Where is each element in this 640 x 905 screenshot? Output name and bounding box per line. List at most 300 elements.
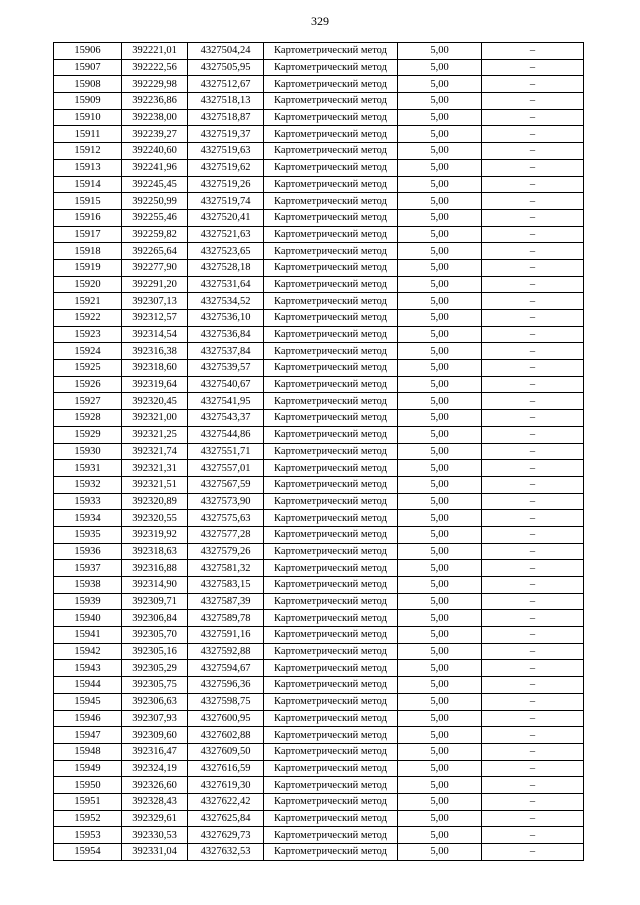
y-coordinate-cell: 4327519,26 bbox=[188, 176, 264, 193]
precision-cell: 5,00 bbox=[398, 810, 482, 827]
y-coordinate-cell: 4327616,59 bbox=[188, 760, 264, 777]
point-number-cell: 15928 bbox=[54, 410, 122, 427]
x-coordinate-cell: 392239,27 bbox=[122, 126, 188, 143]
precision-cell: 5,00 bbox=[398, 593, 482, 610]
x-coordinate-cell: 392309,71 bbox=[122, 593, 188, 610]
method-cell: Картометрический метод bbox=[264, 810, 398, 827]
y-coordinate-cell: 4327551,71 bbox=[188, 443, 264, 460]
precision-cell: 5,00 bbox=[398, 627, 482, 644]
table-row bbox=[54, 243, 584, 260]
precision-cell: 5,00 bbox=[398, 577, 482, 594]
method-cell: Картометрический метод bbox=[264, 376, 398, 393]
description-cell: – bbox=[482, 360, 584, 377]
method-cell: Картометрический метод bbox=[264, 393, 398, 410]
description-cell: – bbox=[482, 810, 584, 827]
precision-cell: 5,00 bbox=[398, 693, 482, 710]
method-cell: Картометрический метод bbox=[264, 827, 398, 844]
method-cell: Картометрический метод bbox=[264, 493, 398, 510]
table-row bbox=[54, 259, 584, 276]
method-cell: Картометрический метод bbox=[264, 93, 398, 110]
x-coordinate-cell: 392318,63 bbox=[122, 543, 188, 560]
y-coordinate-cell: 4327512,67 bbox=[188, 76, 264, 93]
table-row bbox=[54, 844, 584, 861]
y-coordinate-cell: 4327523,65 bbox=[188, 243, 264, 260]
description-cell: – bbox=[482, 126, 584, 143]
point-number-cell: 15913 bbox=[54, 159, 122, 176]
table-row bbox=[54, 627, 584, 644]
y-coordinate-cell: 4327519,37 bbox=[188, 126, 264, 143]
method-cell: Картометрический метод bbox=[264, 43, 398, 60]
precision-cell: 5,00 bbox=[398, 777, 482, 794]
point-number-cell: 15908 bbox=[54, 76, 122, 93]
point-number-cell: 15925 bbox=[54, 360, 122, 377]
point-number-cell: 15922 bbox=[54, 310, 122, 327]
point-number-cell: 15923 bbox=[54, 326, 122, 343]
point-number-cell: 15949 bbox=[54, 760, 122, 777]
method-cell: Картометрический метод bbox=[264, 476, 398, 493]
method-cell: Картометрический метод bbox=[264, 760, 398, 777]
precision-cell: 5,00 bbox=[398, 844, 482, 861]
table-row bbox=[54, 159, 584, 176]
y-coordinate-cell: 4327587,39 bbox=[188, 593, 264, 610]
method-cell: Картометрический метод bbox=[264, 526, 398, 543]
description-cell: – bbox=[482, 710, 584, 727]
table-row bbox=[54, 426, 584, 443]
x-coordinate-cell: 392320,45 bbox=[122, 393, 188, 410]
y-coordinate-cell: 4327609,50 bbox=[188, 743, 264, 760]
description-cell: – bbox=[482, 343, 584, 360]
method-cell: Картометрический метод bbox=[264, 693, 398, 710]
point-number-cell: 15934 bbox=[54, 510, 122, 527]
point-number-cell: 15930 bbox=[54, 443, 122, 460]
precision-cell: 5,00 bbox=[398, 426, 482, 443]
y-coordinate-cell: 4327575,63 bbox=[188, 510, 264, 527]
description-cell: – bbox=[482, 243, 584, 260]
x-coordinate-cell: 392319,92 bbox=[122, 526, 188, 543]
precision-cell: 5,00 bbox=[398, 276, 482, 293]
table-row bbox=[54, 827, 584, 844]
x-coordinate-cell: 392277,90 bbox=[122, 259, 188, 276]
description-cell: – bbox=[482, 727, 584, 744]
method-cell: Картометрический метод bbox=[264, 243, 398, 260]
method-cell: Картометрический метод bbox=[264, 209, 398, 226]
point-number-cell: 15914 bbox=[54, 176, 122, 193]
point-number-cell: 15920 bbox=[54, 276, 122, 293]
precision-cell: 5,00 bbox=[398, 760, 482, 777]
point-number-cell: 15938 bbox=[54, 577, 122, 594]
description-cell: – bbox=[482, 426, 584, 443]
x-coordinate-cell: 392240,60 bbox=[122, 143, 188, 160]
y-coordinate-cell: 4327581,32 bbox=[188, 560, 264, 577]
method-cell: Картометрический метод bbox=[264, 643, 398, 660]
precision-cell: 5,00 bbox=[398, 727, 482, 744]
method-cell: Картометрический метод bbox=[264, 577, 398, 594]
x-coordinate-cell: 392306,63 bbox=[122, 693, 188, 710]
precision-cell: 5,00 bbox=[398, 793, 482, 810]
description-cell: – bbox=[482, 159, 584, 176]
y-coordinate-cell: 4327537,84 bbox=[188, 343, 264, 360]
point-number-cell: 15945 bbox=[54, 693, 122, 710]
table-row bbox=[54, 76, 584, 93]
x-coordinate-cell: 392318,60 bbox=[122, 360, 188, 377]
y-coordinate-cell: 4327600,95 bbox=[188, 710, 264, 727]
table-row bbox=[54, 710, 584, 727]
table-row bbox=[54, 593, 584, 610]
point-number-cell: 15939 bbox=[54, 593, 122, 610]
description-cell: – bbox=[482, 510, 584, 527]
point-number-cell: 15948 bbox=[54, 743, 122, 760]
point-number-cell: 15940 bbox=[54, 610, 122, 627]
table-row bbox=[54, 360, 584, 377]
method-cell: Картометрический метод bbox=[264, 226, 398, 243]
description-cell: – bbox=[482, 543, 584, 560]
coordinates-table bbox=[53, 42, 584, 861]
y-coordinate-cell: 4327518,87 bbox=[188, 109, 264, 126]
x-coordinate-cell: 392331,04 bbox=[122, 844, 188, 861]
y-coordinate-cell: 4327583,15 bbox=[188, 577, 264, 594]
point-number-cell: 15910 bbox=[54, 109, 122, 126]
method-cell: Картометрический метод bbox=[264, 176, 398, 193]
x-coordinate-cell: 392241,96 bbox=[122, 159, 188, 176]
description-cell: – bbox=[482, 460, 584, 477]
precision-cell: 5,00 bbox=[398, 343, 482, 360]
description-cell: – bbox=[482, 827, 584, 844]
method-cell: Картометрический метод bbox=[264, 627, 398, 644]
x-coordinate-cell: 392312,57 bbox=[122, 310, 188, 327]
precision-cell: 5,00 bbox=[398, 710, 482, 727]
y-coordinate-cell: 4327577,28 bbox=[188, 526, 264, 543]
precision-cell: 5,00 bbox=[398, 193, 482, 210]
y-coordinate-cell: 4327519,63 bbox=[188, 143, 264, 160]
table-row bbox=[54, 810, 584, 827]
description-cell: – bbox=[482, 627, 584, 644]
point-number-cell: 15935 bbox=[54, 526, 122, 543]
description-cell: – bbox=[482, 493, 584, 510]
table-row bbox=[54, 443, 584, 460]
table-row bbox=[54, 493, 584, 510]
table-row bbox=[54, 793, 584, 810]
x-coordinate-cell: 392236,86 bbox=[122, 93, 188, 110]
table-row bbox=[54, 760, 584, 777]
y-coordinate-cell: 4327602,88 bbox=[188, 727, 264, 744]
table-row bbox=[54, 643, 584, 660]
point-number-cell: 15912 bbox=[54, 143, 122, 160]
point-number-cell: 15931 bbox=[54, 460, 122, 477]
description-cell: – bbox=[482, 743, 584, 760]
precision-cell: 5,00 bbox=[398, 543, 482, 560]
table-row bbox=[54, 109, 584, 126]
precision-cell: 5,00 bbox=[398, 410, 482, 427]
x-coordinate-cell: 392265,64 bbox=[122, 243, 188, 260]
method-cell: Картометрический метод bbox=[264, 844, 398, 861]
x-coordinate-cell: 392221,01 bbox=[122, 43, 188, 60]
description-cell: – bbox=[482, 43, 584, 60]
y-coordinate-cell: 4327543,37 bbox=[188, 410, 264, 427]
y-coordinate-cell: 4327518,13 bbox=[188, 93, 264, 110]
page-number: 329 bbox=[311, 14, 329, 28]
point-number-cell: 15919 bbox=[54, 259, 122, 276]
precision-cell: 5,00 bbox=[398, 259, 482, 276]
x-coordinate-cell: 392316,47 bbox=[122, 743, 188, 760]
y-coordinate-cell: 4327557,01 bbox=[188, 460, 264, 477]
precision-cell: 5,00 bbox=[398, 360, 482, 377]
description-cell: – bbox=[482, 310, 584, 327]
method-cell: Картометрический метод bbox=[264, 443, 398, 460]
description-cell: – bbox=[482, 109, 584, 126]
point-number-cell: 15941 bbox=[54, 627, 122, 644]
x-coordinate-cell: 392291,20 bbox=[122, 276, 188, 293]
method-cell: Картометрический метод bbox=[264, 326, 398, 343]
method-cell: Картометрический метод bbox=[264, 743, 398, 760]
y-coordinate-cell: 4327528,18 bbox=[188, 259, 264, 276]
x-coordinate-cell: 392307,93 bbox=[122, 710, 188, 727]
table-row bbox=[54, 59, 584, 76]
table-row bbox=[54, 310, 584, 327]
x-coordinate-cell: 392307,13 bbox=[122, 293, 188, 310]
table-row bbox=[54, 510, 584, 527]
precision-cell: 5,00 bbox=[398, 143, 482, 160]
y-coordinate-cell: 4327573,90 bbox=[188, 493, 264, 510]
x-coordinate-cell: 392250,99 bbox=[122, 193, 188, 210]
table-body bbox=[54, 43, 584, 861]
precision-cell: 5,00 bbox=[398, 243, 482, 260]
y-coordinate-cell: 4327589,78 bbox=[188, 610, 264, 627]
y-coordinate-cell: 4327622,42 bbox=[188, 793, 264, 810]
method-cell: Картометрический метод bbox=[264, 677, 398, 694]
method-cell: Картометрический метод bbox=[264, 293, 398, 310]
method-cell: Картометрический метод bbox=[264, 510, 398, 527]
description-cell: – bbox=[482, 443, 584, 460]
point-number-cell: 15927 bbox=[54, 393, 122, 410]
description-cell: – bbox=[482, 276, 584, 293]
table-row bbox=[54, 293, 584, 310]
table-row bbox=[54, 93, 584, 110]
y-coordinate-cell: 4327544,86 bbox=[188, 426, 264, 443]
y-coordinate-cell: 4327629,73 bbox=[188, 827, 264, 844]
table-row bbox=[54, 326, 584, 343]
method-cell: Картометрический метод bbox=[264, 109, 398, 126]
point-number-cell: 15921 bbox=[54, 293, 122, 310]
description-cell: – bbox=[482, 760, 584, 777]
precision-cell: 5,00 bbox=[398, 176, 482, 193]
point-number-cell: 15907 bbox=[54, 59, 122, 76]
method-cell: Картометрический метод bbox=[264, 276, 398, 293]
x-coordinate-cell: 392321,51 bbox=[122, 476, 188, 493]
precision-cell: 5,00 bbox=[398, 443, 482, 460]
description-cell: – bbox=[482, 143, 584, 160]
point-number-cell: 15917 bbox=[54, 226, 122, 243]
description-cell: – bbox=[482, 209, 584, 226]
method-cell: Картометрический метод bbox=[264, 426, 398, 443]
precision-cell: 5,00 bbox=[398, 109, 482, 126]
y-coordinate-cell: 4327536,84 bbox=[188, 326, 264, 343]
point-number-cell: 15954 bbox=[54, 844, 122, 861]
y-coordinate-cell: 4327504,24 bbox=[188, 43, 264, 60]
method-cell: Картометрический метод bbox=[264, 76, 398, 93]
description-cell: – bbox=[482, 593, 584, 610]
y-coordinate-cell: 4327619,30 bbox=[188, 777, 264, 794]
x-coordinate-cell: 392329,61 bbox=[122, 810, 188, 827]
point-number-cell: 15942 bbox=[54, 643, 122, 660]
precision-cell: 5,00 bbox=[398, 643, 482, 660]
y-coordinate-cell: 4327579,26 bbox=[188, 543, 264, 560]
y-coordinate-cell: 4327534,52 bbox=[188, 293, 264, 310]
point-number-cell: 15911 bbox=[54, 126, 122, 143]
precision-cell: 5,00 bbox=[398, 76, 482, 93]
point-number-cell: 15936 bbox=[54, 543, 122, 560]
point-number-cell: 15906 bbox=[54, 43, 122, 60]
description-cell: – bbox=[482, 93, 584, 110]
x-coordinate-cell: 392238,00 bbox=[122, 109, 188, 126]
x-coordinate-cell: 392306,84 bbox=[122, 610, 188, 627]
precision-cell: 5,00 bbox=[398, 376, 482, 393]
y-coordinate-cell: 4327540,67 bbox=[188, 376, 264, 393]
table-row bbox=[54, 526, 584, 543]
method-cell: Картометрический метод bbox=[264, 143, 398, 160]
method-cell: Картометрический метод bbox=[264, 710, 398, 727]
table-row bbox=[54, 393, 584, 410]
description-cell: – bbox=[482, 693, 584, 710]
table-row bbox=[54, 376, 584, 393]
table-row bbox=[54, 743, 584, 760]
precision-cell: 5,00 bbox=[398, 560, 482, 577]
x-coordinate-cell: 392321,74 bbox=[122, 443, 188, 460]
y-coordinate-cell: 4327625,84 bbox=[188, 810, 264, 827]
table-row bbox=[54, 727, 584, 744]
precision-cell: 5,00 bbox=[398, 827, 482, 844]
table-row bbox=[54, 343, 584, 360]
x-coordinate-cell: 392314,54 bbox=[122, 326, 188, 343]
precision-cell: 5,00 bbox=[398, 526, 482, 543]
x-coordinate-cell: 392324,19 bbox=[122, 760, 188, 777]
table-row bbox=[54, 43, 584, 60]
y-coordinate-cell: 4327594,67 bbox=[188, 660, 264, 677]
table-row bbox=[54, 677, 584, 694]
precision-cell: 5,00 bbox=[398, 677, 482, 694]
y-coordinate-cell: 4327591,16 bbox=[188, 627, 264, 644]
method-cell: Картометрический метод bbox=[264, 259, 398, 276]
description-cell: – bbox=[482, 660, 584, 677]
x-coordinate-cell: 392314,90 bbox=[122, 577, 188, 594]
precision-cell: 5,00 bbox=[398, 93, 482, 110]
precision-cell: 5,00 bbox=[398, 159, 482, 176]
y-coordinate-cell: 4327598,75 bbox=[188, 693, 264, 710]
precision-cell: 5,00 bbox=[398, 59, 482, 76]
description-cell: – bbox=[482, 643, 584, 660]
x-coordinate-cell: 392319,64 bbox=[122, 376, 188, 393]
x-coordinate-cell: 392305,29 bbox=[122, 660, 188, 677]
table-row bbox=[54, 610, 584, 627]
table-row bbox=[54, 577, 584, 594]
point-number-cell: 15950 bbox=[54, 777, 122, 794]
x-coordinate-cell: 392326,60 bbox=[122, 777, 188, 794]
x-coordinate-cell: 392316,88 bbox=[122, 560, 188, 577]
x-coordinate-cell: 392321,31 bbox=[122, 460, 188, 477]
description-cell: – bbox=[482, 376, 584, 393]
precision-cell: 5,00 bbox=[398, 393, 482, 410]
method-cell: Картометрический метод bbox=[264, 59, 398, 76]
method-cell: Картометрический метод bbox=[264, 660, 398, 677]
method-cell: Картометрический метод bbox=[264, 343, 398, 360]
description-cell: – bbox=[482, 293, 584, 310]
precision-cell: 5,00 bbox=[398, 43, 482, 60]
x-coordinate-cell: 392321,00 bbox=[122, 410, 188, 427]
y-coordinate-cell: 4327567,59 bbox=[188, 476, 264, 493]
y-coordinate-cell: 4327539,57 bbox=[188, 360, 264, 377]
point-number-cell: 15915 bbox=[54, 193, 122, 210]
point-number-cell: 15929 bbox=[54, 426, 122, 443]
precision-cell: 5,00 bbox=[398, 660, 482, 677]
precision-cell: 5,00 bbox=[398, 460, 482, 477]
description-cell: – bbox=[482, 76, 584, 93]
x-coordinate-cell: 392305,70 bbox=[122, 627, 188, 644]
table-row bbox=[54, 777, 584, 794]
table-row bbox=[54, 143, 584, 160]
y-coordinate-cell: 4327632,53 bbox=[188, 844, 264, 861]
table-row bbox=[54, 276, 584, 293]
x-coordinate-cell: 392309,60 bbox=[122, 727, 188, 744]
method-cell: Картометрический метод bbox=[264, 610, 398, 627]
method-cell: Картометрический метод bbox=[264, 793, 398, 810]
description-cell: – bbox=[482, 326, 584, 343]
y-coordinate-cell: 4327596,36 bbox=[188, 677, 264, 694]
x-coordinate-cell: 392321,25 bbox=[122, 426, 188, 443]
method-cell: Картометрический метод bbox=[264, 310, 398, 327]
table-row bbox=[54, 560, 584, 577]
method-cell: Картометрический метод bbox=[264, 727, 398, 744]
x-coordinate-cell: 392259,82 bbox=[122, 226, 188, 243]
description-cell: – bbox=[482, 259, 584, 276]
table-row bbox=[54, 693, 584, 710]
table-row bbox=[54, 126, 584, 143]
table-row bbox=[54, 193, 584, 210]
precision-cell: 5,00 bbox=[398, 743, 482, 760]
table-row bbox=[54, 476, 584, 493]
point-number-cell: 15909 bbox=[54, 93, 122, 110]
y-coordinate-cell: 4327536,10 bbox=[188, 310, 264, 327]
description-cell: – bbox=[482, 560, 584, 577]
method-cell: Картометрический метод bbox=[264, 126, 398, 143]
point-number-cell: 15932 bbox=[54, 476, 122, 493]
description-cell: – bbox=[482, 476, 584, 493]
method-cell: Картометрический метод bbox=[264, 593, 398, 610]
x-coordinate-cell: 392330,53 bbox=[122, 827, 188, 844]
x-coordinate-cell: 392245,45 bbox=[122, 176, 188, 193]
description-cell: – bbox=[482, 610, 584, 627]
point-number-cell: 15926 bbox=[54, 376, 122, 393]
x-coordinate-cell: 392222,56 bbox=[122, 59, 188, 76]
y-coordinate-cell: 4327519,62 bbox=[188, 159, 264, 176]
point-number-cell: 15918 bbox=[54, 243, 122, 260]
method-cell: Картометрический метод bbox=[264, 193, 398, 210]
precision-cell: 5,00 bbox=[398, 510, 482, 527]
description-cell: – bbox=[482, 577, 584, 594]
precision-cell: 5,00 bbox=[398, 610, 482, 627]
point-number-cell: 15937 bbox=[54, 560, 122, 577]
y-coordinate-cell: 4327519,74 bbox=[188, 193, 264, 210]
precision-cell: 5,00 bbox=[398, 126, 482, 143]
method-cell: Картометрический метод bbox=[264, 410, 398, 427]
description-cell: – bbox=[482, 526, 584, 543]
table-row bbox=[54, 660, 584, 677]
x-coordinate-cell: 392320,55 bbox=[122, 510, 188, 527]
description-cell: – bbox=[482, 777, 584, 794]
x-coordinate-cell: 392305,16 bbox=[122, 643, 188, 660]
precision-cell: 5,00 bbox=[398, 209, 482, 226]
y-coordinate-cell: 4327592,88 bbox=[188, 643, 264, 660]
method-cell: Картометрический метод bbox=[264, 543, 398, 560]
point-number-cell: 15953 bbox=[54, 827, 122, 844]
